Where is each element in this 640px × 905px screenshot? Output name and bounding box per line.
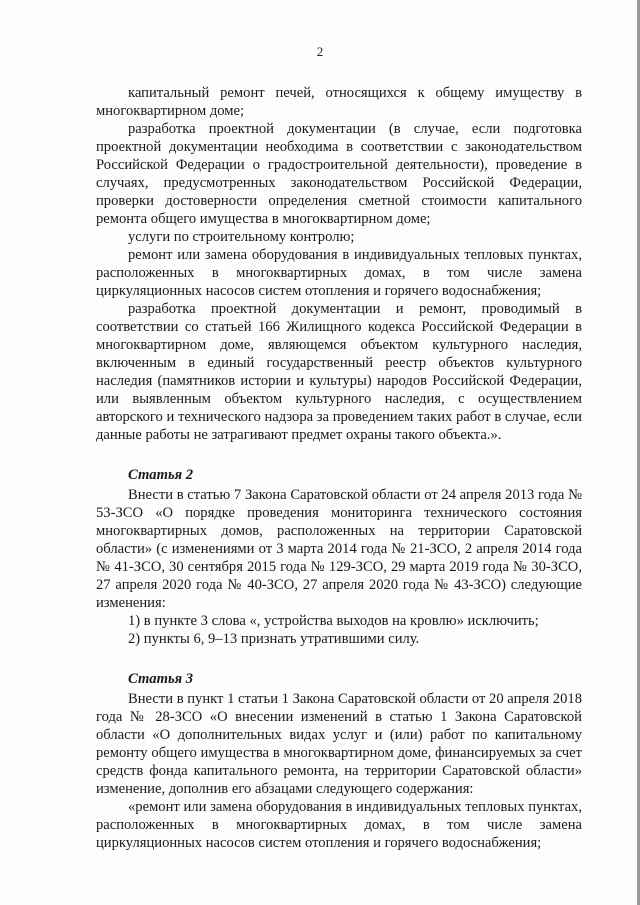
paragraph: капитальный ремонт печей, относящихся к общему имуществу в многоквартирном доме; [96,85,582,119]
document-body [96,84,582,852]
paragraph: 2) пункты 6, 9–13 признать утратившими силу. [128,631,420,647]
page-number: 2 [316,44,324,59]
paragraph: 1) в пункте 3 слова «, устройства выходов на кровлю» исключить; [128,613,539,629]
paragraph: Внести в статью 7 Закона Саратовской области от 24 апреля 2013 года № 53-ЗСО «О порядке проведения мониторинга технического состояния многоквартирных домов, расположенных на территории Саратовской области» (с изменениями от 3 марта 2014 года № 21-ЗСО, 2 апреля 2014 года № 41-ЗСО, 30 сентября 2015 года № 129-ЗСО, 29 марта 2019 года № 30-ЗСО, 27 апреля 2020 года № 40-ЗСО, 27 апреля 2020 года № 43-ЗСО) следующие изменения: [96,487,582,611]
article-3-heading: Статья 3 [128,671,194,687]
article-2-heading: Статья 2 [128,467,194,483]
paragraph: Внести в пункт 1 статьи 1 Закона Саратовской области от 20 апреля 2018 года № 28-ЗСО «О внесении изменений в статью 1 Закона Саратовской области «О дополнительных видах услуг и (или) работ по капитальному ремонту общего имущества в многоквартирном доме, финансируемых за счет средств фонда капитального ремонта, на территории Саратовской области» изменение, дополнив его абзацами следующего содержания: [96,691,582,797]
paragraph: услуги по строительному контролю; [128,229,355,245]
paragraph: разработка проектной документации (в случае, если подготовка проектной документации необходима в соответствии с законодательством Российской Федерации о градостроительной деятельности), проведение в случаях, предусмотренных законодательством Российской Федерации, проверки достоверности определения сметной стоимости капитального ремонта общего имущества в многоквартирном доме; [96,121,582,227]
paragraph: ремонт или замена оборудования в индивидуальных тепловых пунктах, расположенных в многоквартирных домах, в том числе замена циркуляционных насосов систем отопления и горячего водоснабжения; [96,247,582,299]
paragraph: разработка проектной документации и ремонт, проводимый в соответствии со статьей 166 Жилищного кодекса Российской Федерации в многоквартирном доме, являющемся объектом культурного наследия, включенным в единый государственный реестр объектов культурного наследия (памятников истории и культуры) народов Российской Федерации, или выявленным объектом культурного наследия, с осуществлением авторского и технического надзора за проведением таких работ в случае, если данные работы не затрагивают предмет охраны такого объекта.». [96,301,582,443]
paragraph: «ремонт или замена оборудования в индивидуальных тепловых пунктах, расположенных в многоквартирных домах, в том числе замена циркуляционных насосов систем отопления и горячего водоснабжения; [96,799,582,851]
